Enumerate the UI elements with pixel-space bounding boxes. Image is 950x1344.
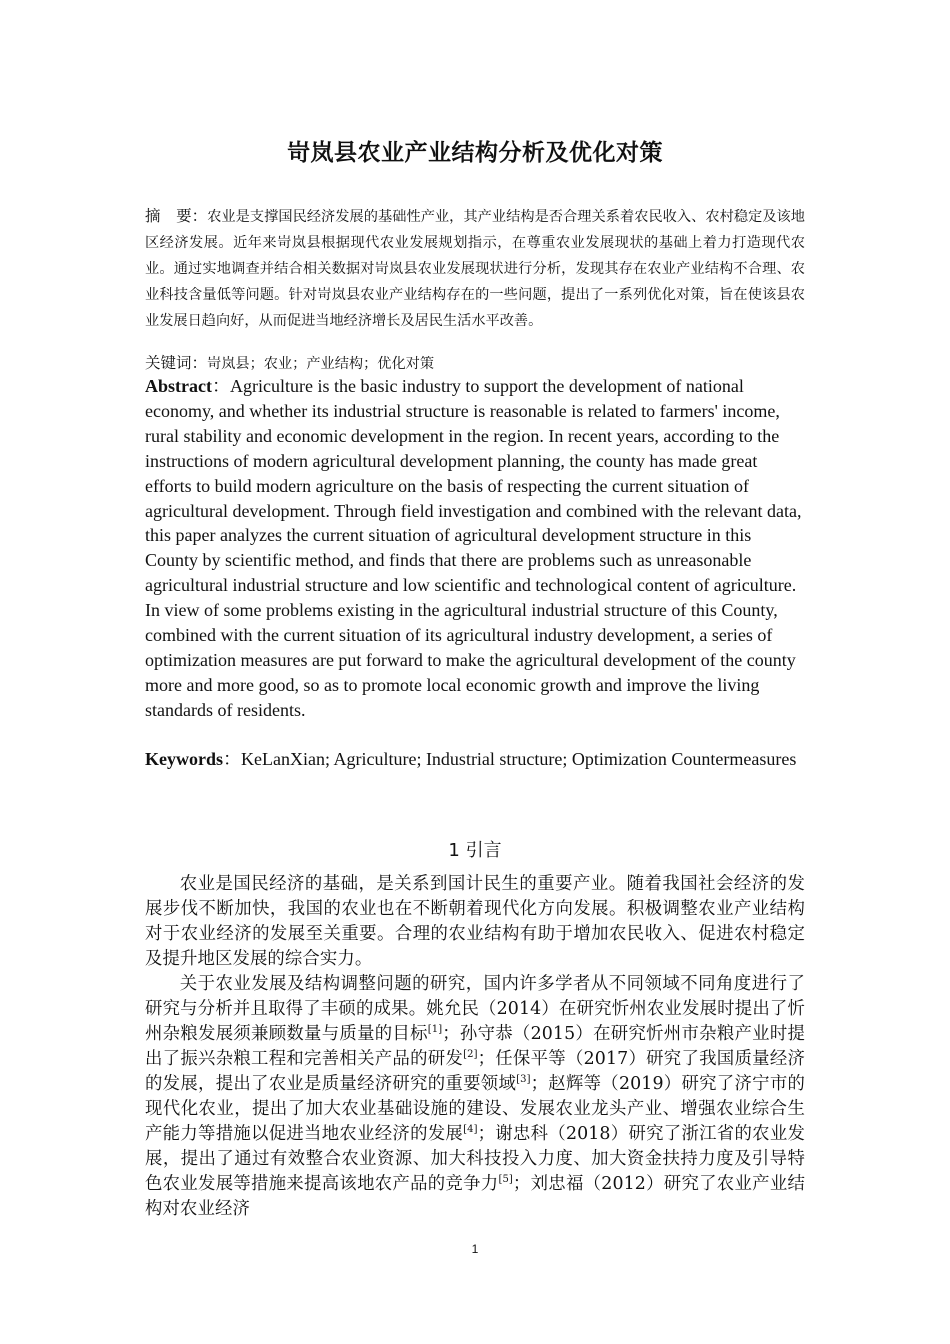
citation-4: [4] (463, 1124, 478, 1135)
paragraph-1: 农业是国民经济的基础，是关系到国计民生的重要产业。随着我国社会经济的发展步伐不断加快，我国的农业也在不断朝着现代化方向发展。积极调整农业产业结构对于农业经济的发展至关重要。合理的农业结构有助于增加农民收入、促进农村稳定及提升地区发展的综合实力。 (145, 874, 805, 969)
keywords-cn (145, 350, 805, 377)
paper-title: 岢岚县农业产业结构分析及优化对策 (287, 140, 663, 166)
abstract-cn (145, 203, 805, 334)
citation-1: [1] (427, 1024, 443, 1035)
abstract-cn-text: 农业是支撑国民经济发展的基础性产业，其产业结构是否合理关系着农民收入、农村稳定及该地区经济发展。近年来岢岚县根据现代农业发展规划指示，在尊重农业发展现状的基础上着力打造现代农业。通过实地调查并结合相关数据对岢岚县农业发展现状进行分析，发现其存在农业产业结构不合理、农业科技含量低等问题。针对岢岚县农业产业结构存在的一些问题，提出了一系列优化对策，旨在使该县农业发展日趋向好，从而促进当地经济增长及居民生活水平改善。 (145, 209, 805, 329)
keywords-en (145, 747, 805, 772)
keywords-en-sep: ： (223, 749, 241, 769)
paragraph-2-seg-4: ；赵辉等（2019）研究了济宁市的现代化农业，提出了加大农业基础设施的建设、发展农业龙头产业、增强农业综合生产能力等措施以促进当地农业经济的发展 (145, 1074, 805, 1144)
keywords-cn-text: 岢岚县；农业；产业结构；优化对策 (207, 356, 435, 372)
paragraph-2-seg-6: ；刘忠福（2012）研究了农业产业结构对农业经济 (145, 1174, 805, 1219)
paragraph-2-seg-5: ；谢忠科（2018）研究了浙江省的农业发展，提出了通过有效整合农业资源、加大科技投入力度、加大资金扶持力度及引导特色农业发展等措施来提高该地农产品的竞争力 (145, 1124, 805, 1194)
citation-5: [5] (498, 1174, 513, 1185)
page-number: 1 (471, 1242, 479, 1256)
keywords-cn-label: 关键词： (145, 354, 208, 372)
paragraph-2-seg-3: ；任保平等（2017）研究了我国质量经济的发展，提出了农业是质量经济研究的重要领域 (145, 1049, 805, 1094)
citation-2: [2] (463, 1049, 478, 1060)
paragraph-2-seg-2: ；孙守恭（2015）在研究忻州市杂粮产业时提出了振兴杂粮工程和完善相关产品的研发 (145, 1024, 805, 1069)
paragraph-2-seg-1: 关于农业发展及结构调整问题的研究，国内许多学者从不同领域不同角度进行了研究与分析并且取得了丰硕的成果。姚允民（2014）在研究忻州农业发展时提出了忻州杂粮发展须兼顾数量与质量的目标 (145, 974, 805, 1044)
abstract-cn-label: 摘 要： (145, 207, 208, 225)
keywords-en-text: KeLanXian; Agriculture; Industrial structure; Optimization Countermeasures (241, 749, 797, 769)
section-1-title: 1 引言 (448, 840, 502, 861)
abstract-en-label: Abstract (145, 376, 212, 396)
keywords-en-label: Keywords (145, 749, 223, 769)
section-1-body (145, 872, 805, 1222)
citation-3: [3] (516, 1074, 531, 1085)
abstract-en-sep: ： (211, 376, 230, 396)
paragraph-2 (145, 972, 805, 1222)
abstract-en (145, 374, 805, 723)
abstract-en-text: Agriculture is the basic industry to support the development of national economy, and whether its industrial structure is reasonable is related to farmers' income, rural stability and economic development in the region. In recent years, according to the instructions of modern agricultural development planning, the county has made great efforts to build modern agriculture on the basis of respecting the current situation of agricultural development. Through field investigation and combined with the relevant data, this paper analyzes the current situation of agricultural development structure in this County by scientific method, and finds that there are problems such as unreasonable agricultural industrial structure and low scientific and technological content of agriculture. In view of some problems existing in the agricultural industrial structure of this County, combined with the current situation of its agricultural industry development, a series of optimization measures are put forward to make the agricultural development of the county more and more good, so as to promote local economic growth and improve the living standards of residents. (145, 376, 802, 720)
